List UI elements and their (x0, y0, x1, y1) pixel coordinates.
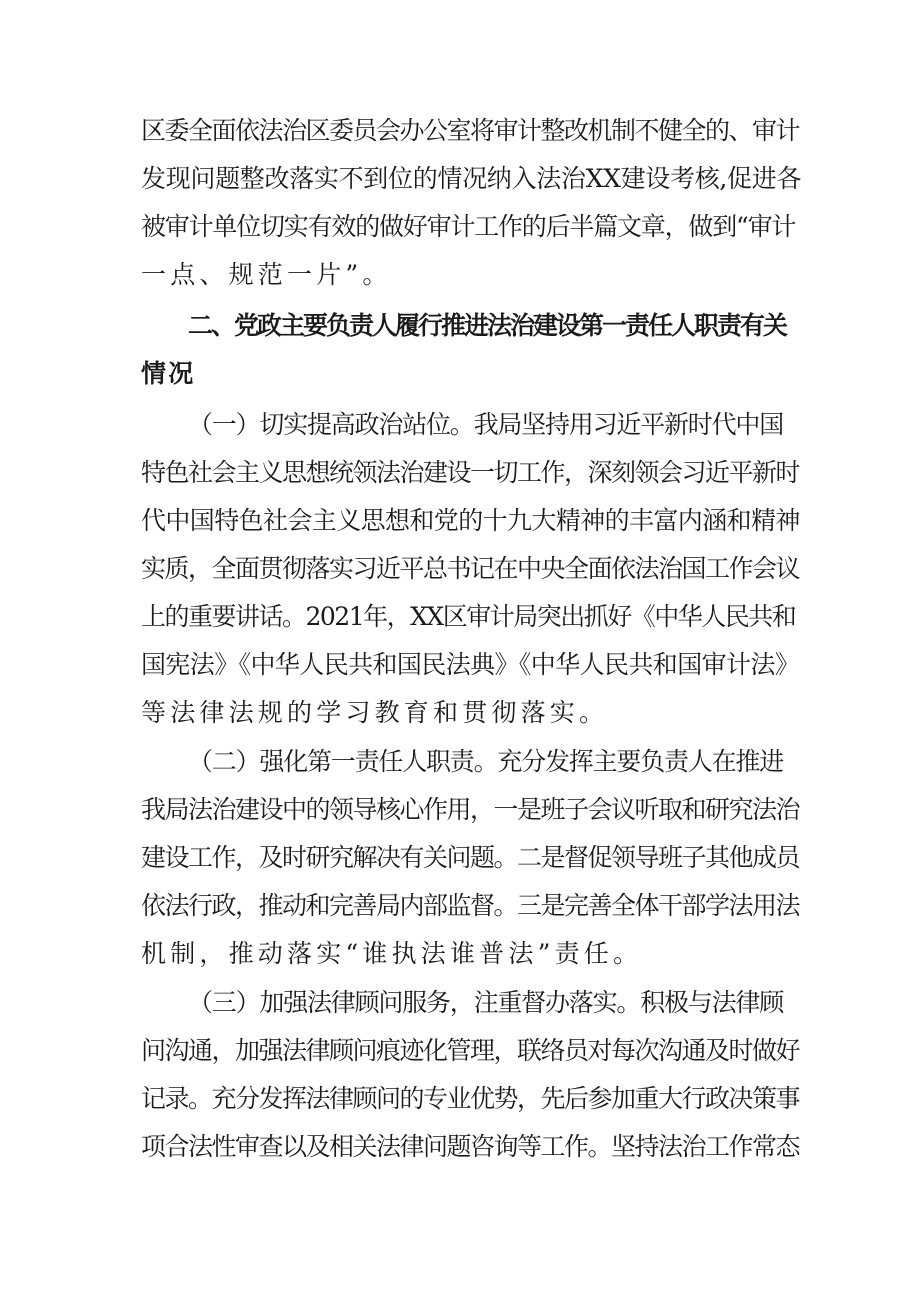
text-line: 等法律法规的学习教育和贯彻落实。 (141, 698, 609, 727)
section-heading: 二、党政主要负责人履行推进法治建设第一责任人职责有关 (188, 311, 787, 340)
text-line: 特色社会主义思想统领法治建设一切工作，深刻领会习近平新时 (141, 458, 800, 487)
section-heading: 情况 (141, 359, 196, 388)
text-line: 我局法治建设中的领导核心作用，一是班子会议听取和研究法治 (141, 795, 800, 824)
paragraph-start-line: （三）加强法律顾问服务，注重督办落实。积极与法律顾 (188, 988, 784, 1017)
text-line: 实质，全面贯彻落实习近平总书记在中央全面依法治国工作会议 (141, 554, 800, 583)
text-line: 区委全面依法治区委员会办公室将审计整改机制不健全的、审计 (141, 116, 800, 145)
text-line: 依法行政，推动和完善局内部监督。三是完善全体干部学法用法 (141, 891, 800, 920)
text-line: 被审计单位切实有效的做好审计工作的后半篇文章，做到“审计 (141, 212, 796, 241)
paragraph-start-line: （二）强化第一责任人职责。充分发挥主要负责人在推进 (188, 747, 784, 776)
text-line: 建设工作，及时研究解决有关问题。二是督促领导班子其他成员 (141, 843, 800, 872)
text-line: 国宪法》《中华人民共和国民法典》《中华人民共和国审计法》 (141, 650, 800, 679)
text-line: 一点、规范一片”。 (141, 260, 392, 289)
text-line: 机制，推动落实“谁执法谁普法”责任。 (141, 939, 643, 968)
text-line: 项合法性审查以及相关法律问题咨询等工作。坚持法治工作常态 (141, 1132, 800, 1161)
text-line: 记录。充分发挥法律顾问的专业优势，先后参加重大行政决策事 (141, 1084, 800, 1113)
paragraph-start-line: （一）切实提高政治站位。我局坚持用习近平新时代中国 (188, 410, 784, 439)
text-line: 代中国特色社会主义思想和党的十九大精神的丰富内涵和精神 (141, 506, 800, 535)
text-line: 发现问题整改落实不到位的情况纳入法治XX建设考核,促进各 (141, 164, 802, 193)
text-line: 上的重要讲话。2021年，XX区审计局突出抓好《中华人民共和 (141, 602, 796, 631)
text-line: 问沟通，加强法律顾问痕迹化管理，联络员对每次沟通及时做好 (141, 1036, 800, 1065)
